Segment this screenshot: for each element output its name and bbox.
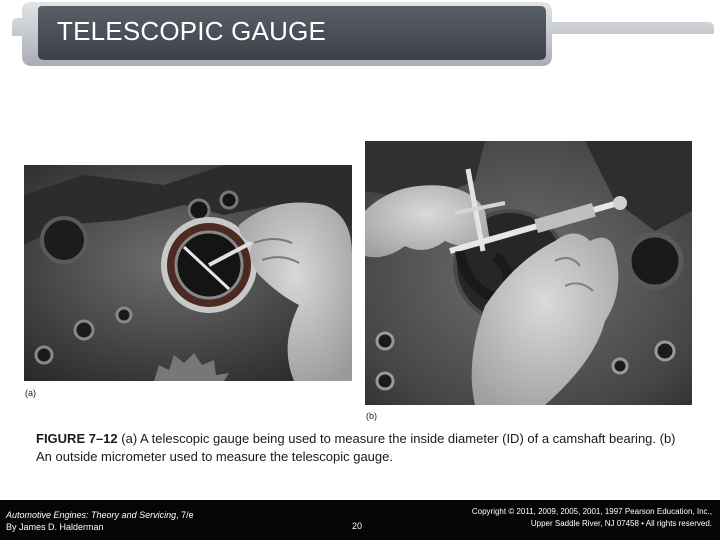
footer-book-info xyxy=(6,509,194,533)
book-edition: , 7/e xyxy=(176,510,194,520)
footer-copyright xyxy=(472,506,712,530)
caption-text: (a) A telescopic gauge being used to measure the inside diameter (ID) of a camshaft bearing. (b) An outside micrometer used to measure the telescopic gauge. xyxy=(36,431,676,464)
figure-b-photo xyxy=(365,141,692,405)
photo-micrometer-measuring-gauge-icon xyxy=(365,141,692,405)
copyright-line-1: Copyright © 2011, 2009, 2005, 2001, 1997 Pearson Education, Inc., xyxy=(471,507,712,516)
book-title: Automotive Engines: Theory and Servicing xyxy=(6,510,177,520)
footer-bar xyxy=(0,500,720,540)
figure-a-photo xyxy=(24,165,352,381)
photo-telescopic-gauge-in-bore-icon xyxy=(24,165,352,381)
copyright-line-2: Upper Saddle River, NJ 07458 • All rights reserved. xyxy=(530,519,712,528)
title-banner xyxy=(12,0,714,66)
figure-a-label: (a) xyxy=(25,388,36,398)
figure-number: FIGURE 7–12 xyxy=(36,431,118,446)
slide-title: TELESCOPIC GAUGE xyxy=(57,16,327,46)
figure-caption xyxy=(36,430,686,466)
page-number: 20 xyxy=(352,521,363,531)
figure-b-label: (b) xyxy=(366,411,377,421)
book-author: By James D. Halderman xyxy=(6,522,104,532)
